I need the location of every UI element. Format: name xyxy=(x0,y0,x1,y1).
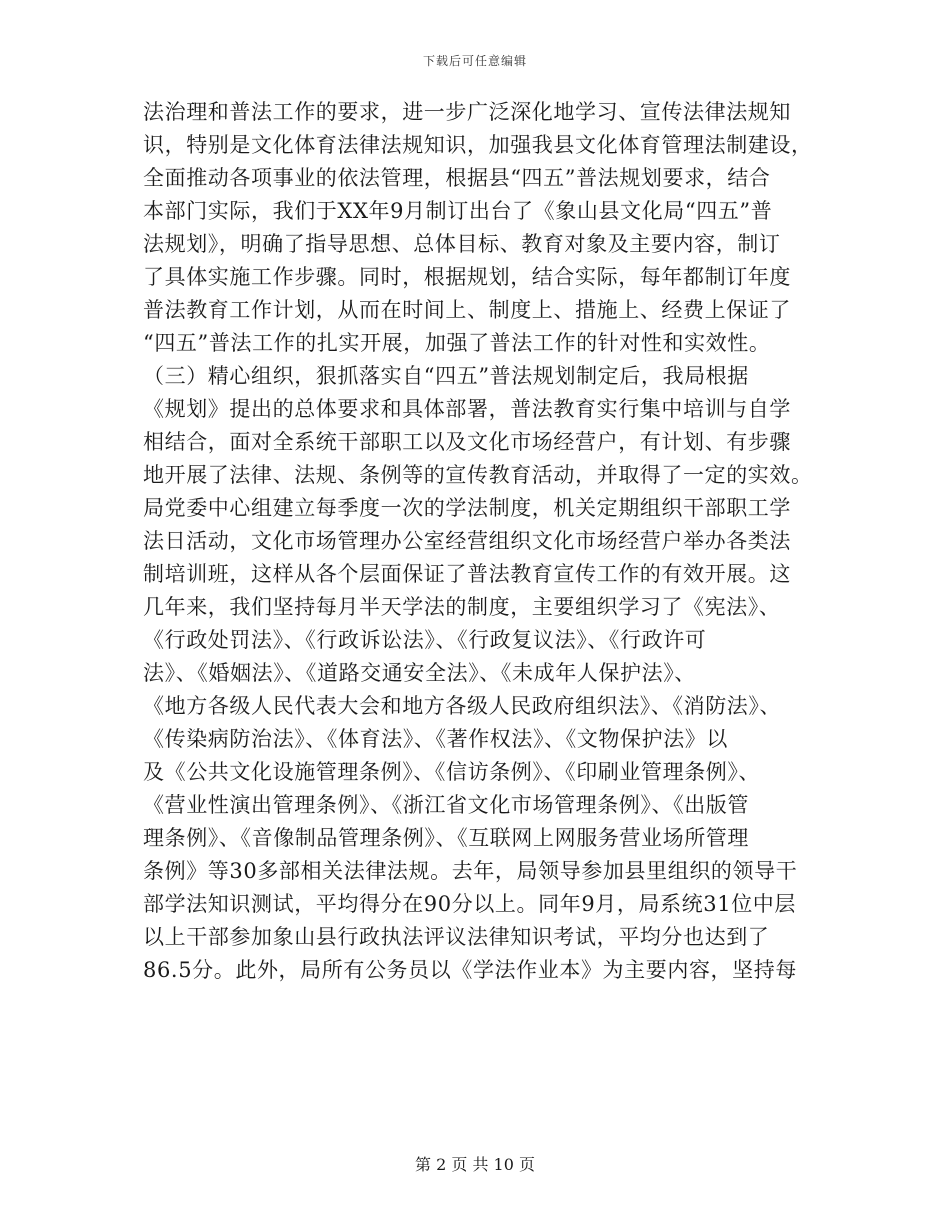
text-line: 普法教育工作计划，从而在时间上、制度上、措施上、经费上保证了 xyxy=(143,298,791,322)
text-line: 局党委中心组建立每季度一次的学法制度，机关定期组织干部职工学 xyxy=(143,496,791,520)
page-number: 第 2 页 共 10 页 xyxy=(415,1155,535,1174)
text-line: 制培训班，这样从各个层面保证了普法教育宣传工作的有效开展。这 xyxy=(143,562,791,586)
page-header-text: 下载后可任意编辑 xyxy=(422,54,527,68)
text-line: 《行政处罚法》、《行政诉讼法》、《行政复议法》、《行政许可 xyxy=(143,628,707,652)
page-footer xyxy=(0,1154,950,1176)
text-line: 法日活动，文化市场管理办公室经营组织文化市场经营户举办各类法 xyxy=(143,529,791,553)
text-line: 《传染病防治法》、《体育法》、《著作权法》、《文物保护法》以 xyxy=(143,727,728,751)
text-line: “四五”普法工作的扎实开展，加强了普法工作的针对性和实效性。 xyxy=(143,331,771,355)
text-line: 法》、《婚姻法》、《道路交通安全法》、《未成年人保护法》、 xyxy=(143,661,696,685)
text-line: 全面推动各项事业的依法管理，根据县“四五”普法规划要求，结合 xyxy=(143,166,771,190)
page-header xyxy=(0,53,950,69)
text-line: 《规划》提出的总体要求和具体部署，普法教育实行集中培训与自学 xyxy=(143,397,791,421)
text-line: 相结合，面对全系统干部职工以及文化市场经营户，有计划、有步骤 xyxy=(143,430,791,454)
text-line: 以上干部参加象山县行政执法评议法律知识考试，平均分也达到了 xyxy=(143,925,770,949)
text-line: 本部门实际，我们于XX年9月制订出台了《象山县文化局“四五”普 xyxy=(143,199,773,223)
text-line: 《营业性演出管理条例》、《浙江省文化市场管理条例》、《出版管 xyxy=(143,793,749,817)
text-line: 86.5分。此外，局所有公务员以《学法作业本》为主要内容，坚持每 xyxy=(143,958,797,982)
text-line: 《地方各级人民代表大会和地方各级人民政府组织法》、《消防法》、 xyxy=(143,694,782,718)
text-line: 几年来，我们坚持每月半天学法的制度，主要组织学习了《宪法》、 xyxy=(143,595,781,619)
text-line: 了具体实施工作步骤。同时，根据规划，结合实际，每年都制订年度 xyxy=(143,265,791,289)
text-line: 理条例》、《音像制品管理条例》、《互联网上网服务营业场所管理 xyxy=(143,826,749,850)
text-line: （三）精心组织，狠抓落实自“四五”普法规划制定后，我局根据 xyxy=(143,364,749,388)
text-line: 法规划》，明确了指导思想、总体目标、教育对象及主要内容，制订 xyxy=(143,232,781,256)
document-body xyxy=(143,96,813,987)
text-line: 地开展了法律、法规、条例等的宣传教育活动，并取得了一定的实效。 xyxy=(143,463,813,487)
text-line: 法治理和普法工作的要求，进一步广泛深化地学习、宣传法律法规知 xyxy=(143,100,791,124)
text-line: 识，特别是文化体育法律法规知识，加强我县文化体育管理法制建设， xyxy=(143,133,813,157)
text-line: 及《公共文化设施管理条例》、《信访条例》、《印刷业管理条例》、 xyxy=(143,760,761,784)
text-line: 部学法知识测试，平均得分在90分以上。同年9月，局系统31位中层 xyxy=(143,892,797,916)
text-line: 条例》等30多部相关法律法规。去年，局领导参加县里组织的领导干 xyxy=(143,859,798,883)
